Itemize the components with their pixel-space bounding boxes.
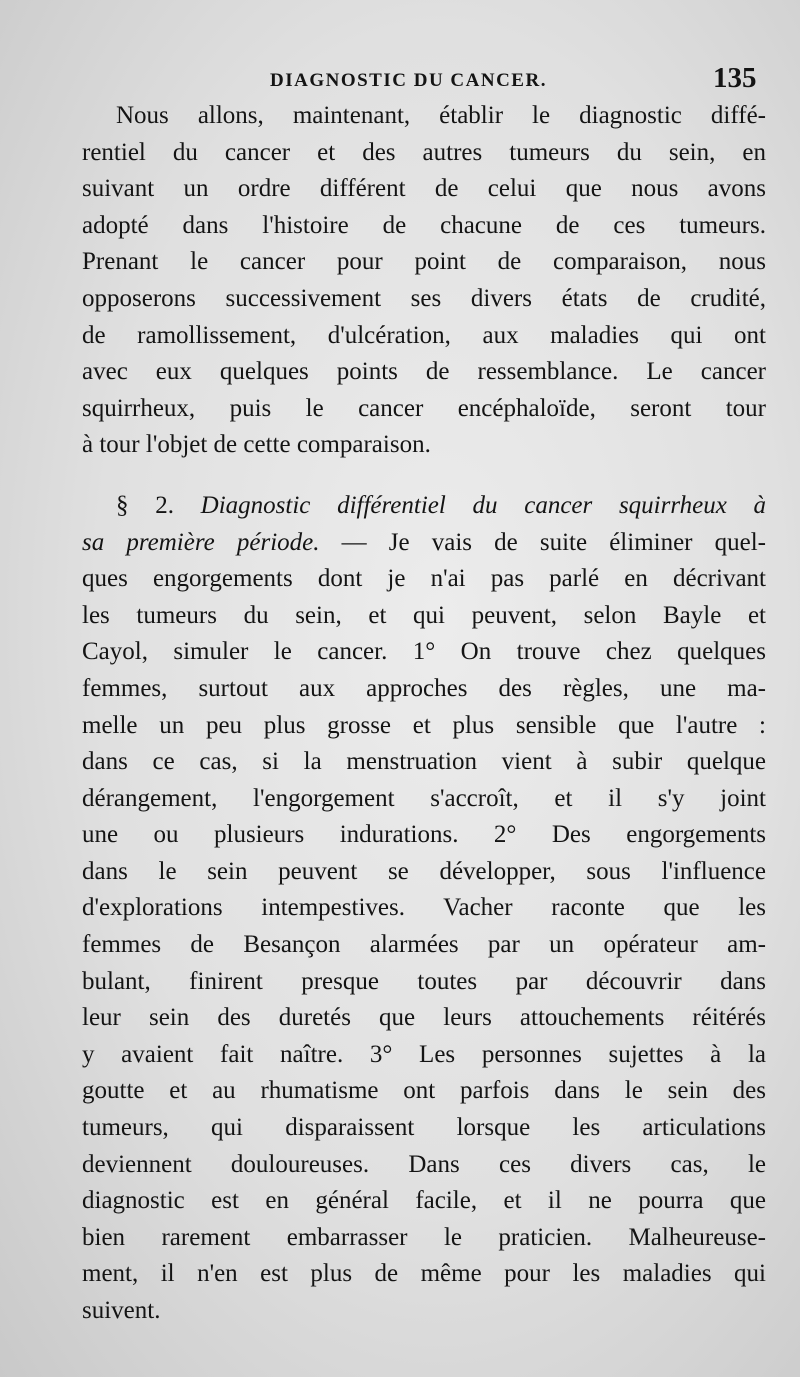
running-title: DIAGNOSTIC DU CANCER. [270,70,547,91]
text-line: ques engorgements dont je n'ai pas parlé en décrivant [82,565,766,593]
text-line: Prenant le cancer pour point de comparaison, nous [82,248,766,276]
text-line: y avaient fait naître. 3° Les personnes sujettes à la [82,1040,766,1068]
text-line: ment, il n'en est plus de même pour les maladies qui [82,1260,766,1288]
text-line: dérangement, l'engorgement s'accroît, et il s'y joint [82,784,766,812]
text-line: Nous allons, maintenant, établir le diagnostic diffé- [116,102,766,129]
text-line: de ramollissement, d'ulcération, aux maladies qui ont [82,321,766,349]
page-number: 135 [713,62,757,94]
text-line: squirrheux, puis le cancer encéphaloïde, seront tour [82,394,766,422]
text-line: avec eux quelques points de ressemblance. Le cancer [82,358,766,386]
section-title-part1: Diagnostic différentiel du cancer squirrheux à [200,491,767,519]
text-line: suivant un ordre différent de celui que nous avons [82,175,766,203]
section-heading-line [82,488,766,525]
text-line: leur sein des duretés que leurs attouchements réitérés [82,1004,766,1032]
text-line: opposerons successivement ses divers états de crudité, [82,284,766,312]
text-line: tumeurs, qui disparaissent lorsque les articulations [82,1114,766,1142]
text-line: melle un peu plus grosse et plus sensible que l'autre : [82,711,766,739]
body-text [82,98,766,1330]
text-line: d'explorations intempestives. Vacher raconte que les [82,894,766,922]
paragraph-gap [82,464,766,488]
text-line: deviennent douloureuses. Dans ces divers cas, le [82,1150,766,1178]
text-line: rentiel du cancer et des autres tumeurs du sein, en [82,138,766,166]
text-line: Cayol, simuler le cancer. 1° On trouve chez quelques [82,638,766,666]
text-line: suivent. [82,1297,161,1324]
text-line: goutte et au rhumatisme ont parfois dans le sein des [82,1077,766,1105]
text-line: femmes de Besançon alarmées par un opérateur am- [82,931,766,959]
text-line: diagnostic est en général facile, et il ne pourra que [82,1187,766,1215]
section-text-start: — Je vais de suite éliminer quel- [341,528,766,556]
text-line: bulant, finirent presque toutes par découvrir dans [82,967,766,995]
text-line: à tour l'objet de cette comparaison. [82,431,431,459]
page-header [0,62,800,98]
paragraph-intro [82,98,766,464]
text-line: bien rarement embarrasser le praticien. Malheureuse- [82,1223,766,1251]
text-line: les tumeurs du sein, et qui peuvent, selon Bayle et [82,601,766,629]
section-title-part2: sa première période. [82,528,320,556]
text-line: femmes, surtout aux approches des règles, une ma- [82,674,766,702]
section-number: § 2. [116,491,174,519]
text-line: dans ce cas, si la menstruation vient à subir quelque [82,748,766,776]
text-line: adopté dans l'histoire de chacune de ces tumeurs. [82,211,766,239]
section-2 [82,488,766,1330]
text-line: une ou plusieurs indurations. 2° Des engorgements [82,821,766,849]
section-heading-line-2 [82,525,766,562]
text-line: dans le sein peuvent se développer, sous l'influence [82,857,766,885]
